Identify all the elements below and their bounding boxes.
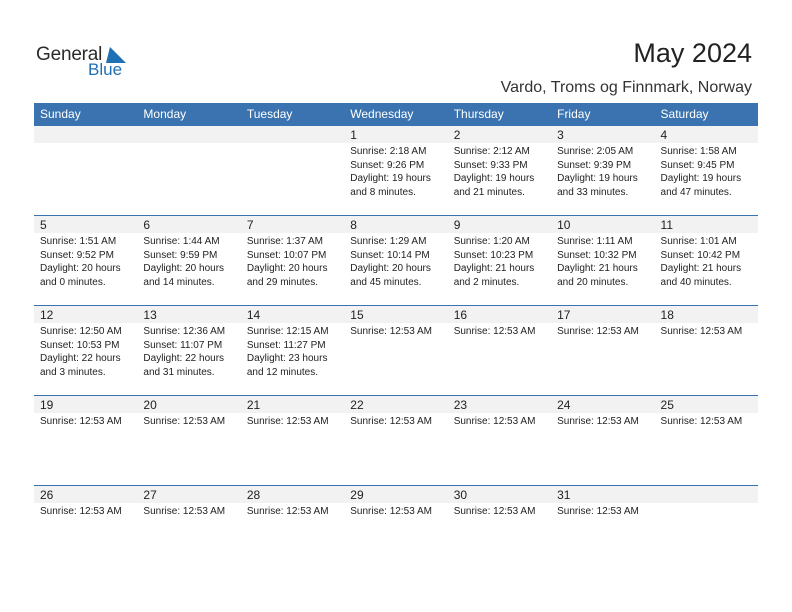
calendar-day-cell <box>448 306 551 396</box>
calendar-day-cell <box>137 396 240 486</box>
day-number: 16 <box>453 308 468 322</box>
day-sun-info: Sunrise: 2:18 AM Sunset: 9:26 PM Daylight: 19 hours and 8 minutes. <box>350 146 431 198</box>
calendar-day-cell <box>551 126 654 216</box>
day-number-band <box>344 126 447 143</box>
weekday-tuesday: Tuesday <box>246 107 293 121</box>
day-sun-info: Sunrise: 12:50 AM Sunset: 10:53 PM Daylight: 22 hours and 3 minutes. <box>40 326 122 378</box>
day-number-band <box>655 486 758 503</box>
day-number: 29 <box>350 488 364 502</box>
day-number: 28 <box>246 488 261 502</box>
day-sun-info: Sunrise: 12:53 AM <box>246 416 329 427</box>
day-number-band <box>137 126 240 143</box>
day-number: 3 <box>557 128 564 142</box>
calendar-week-row <box>34 395 758 486</box>
calendar-day-cell <box>241 216 344 306</box>
calendar-week-row <box>34 485 758 576</box>
day-number: 21 <box>246 398 261 412</box>
weekday-sunday: Sunday <box>40 107 81 121</box>
day-number: 31 <box>557 488 571 502</box>
calendar-day-cell <box>137 306 240 396</box>
calendar-day-cell <box>344 216 447 306</box>
weekday-saturday: Saturday <box>660 107 709 121</box>
day-number-band <box>655 126 758 143</box>
day-sun-info: Sunrise: 12:53 AM <box>660 326 743 337</box>
day-number: 25 <box>660 398 674 412</box>
weekday-friday: Friday <box>557 107 591 121</box>
day-number: 12 <box>40 308 54 322</box>
calendar-day-cell <box>448 486 551 576</box>
day-number-band <box>241 126 344 143</box>
day-number: 9 <box>453 218 461 232</box>
day-number: 17 <box>557 308 571 322</box>
calendar-day-cell <box>241 306 344 396</box>
day-number-band <box>448 216 551 233</box>
weekday-monday: Monday <box>143 107 187 121</box>
page-title: May 2024 <box>633 38 752 68</box>
day-sun-info: Sunrise: 12:53 AM <box>453 506 536 517</box>
day-sun-info: Sunrise: 12:53 AM <box>453 416 536 427</box>
calendar-day-cell <box>655 396 758 486</box>
calendar-day-cell <box>241 486 344 576</box>
day-number: 13 <box>143 308 157 322</box>
day-sun-info: Sunrise: 2:12 AM Sunset: 9:33 PM Daylight: 19 hours and 21 minutes. <box>453 146 535 198</box>
day-number: 14 <box>246 308 261 322</box>
day-sun-info: Sunrise: 12:15 AM Sunset: 11:27 PM Daylight: 23 hours and 12 minutes. <box>246 326 329 378</box>
calendar-week-row <box>34 125 758 216</box>
weekday-thursday: Thursday <box>453 107 504 121</box>
day-sun-info: Sunrise: 1:11 AM Sunset: 10:32 PM Daylight: 21 hours and 20 minutes. <box>557 236 638 288</box>
calendar-week-row <box>34 305 758 396</box>
day-sun-info: Sunrise: 1:29 AM Sunset: 10:14 PM Daylight: 20 hours and 45 minutes. <box>350 236 431 288</box>
day-number: 27 <box>143 488 157 502</box>
day-number: 18 <box>660 308 674 322</box>
day-sun-info: Sunrise: 12:53 AM <box>143 416 226 427</box>
calendar-day-cell <box>551 306 654 396</box>
day-number: 20 <box>143 398 157 412</box>
day-sun-info: Sunrise: 12:53 AM <box>660 416 743 427</box>
day-number: 2 <box>453 128 461 142</box>
day-sun-info: Sunrise: 12:53 AM <box>40 506 122 517</box>
day-sun-info: Sunrise: 1:51 AM Sunset: 9:52 PM Daylight: 20 hours and 0 minutes. <box>40 236 121 288</box>
day-number-band <box>137 216 240 233</box>
day-number-band <box>448 126 551 143</box>
calendar-day-cell <box>34 396 137 486</box>
day-number-band <box>241 216 344 233</box>
calendar-day-cell <box>344 486 447 576</box>
day-number-band <box>34 216 137 233</box>
day-number: 22 <box>350 398 364 412</box>
day-number: 19 <box>40 398 54 412</box>
calendar-day-cell <box>34 486 137 576</box>
weekday-header <box>34 103 758 125</box>
day-number: 5 <box>40 218 47 232</box>
calendar-day-cell <box>448 396 551 486</box>
day-number: 7 <box>246 218 254 232</box>
calendar-day-cell <box>137 126 240 216</box>
day-sun-info: Sunrise: 12:53 AM <box>350 506 432 517</box>
day-sun-info: Sunrise: 12:53 AM <box>350 416 432 427</box>
day-sun-info: Sunrise: 12:53 AM <box>557 326 639 337</box>
calendar-day-cell <box>241 126 344 216</box>
day-sun-info: Sunrise: 12:53 AM <box>40 416 122 427</box>
day-sun-info: Sunrise: 12:53 AM <box>453 326 536 337</box>
day-number: 4 <box>660 128 668 142</box>
day-number-band <box>344 216 447 233</box>
day-number: 26 <box>40 488 54 502</box>
day-sun-info: Sunrise: 1:01 AM Sunset: 10:42 PM Daylight: 21 hours and 40 minutes. <box>660 236 742 288</box>
calendar-day-cell <box>241 396 344 486</box>
calendar-day-cell <box>551 486 654 576</box>
calendar-day-cell <box>655 216 758 306</box>
day-number: 30 <box>453 488 468 502</box>
day-sun-info: Sunrise: 12:53 AM <box>143 506 226 517</box>
day-number-band <box>551 126 654 143</box>
calendar-day-cell <box>34 126 137 216</box>
calendar-day-cell <box>551 216 654 306</box>
logo-text-general: General <box>36 44 103 65</box>
calendar-day-cell <box>655 126 758 216</box>
day-number: 1 <box>350 128 357 142</box>
calendar-day-cell <box>551 396 654 486</box>
day-number: 23 <box>453 398 468 412</box>
day-number-band <box>34 126 137 143</box>
day-sun-info: Sunrise: 1:37 AM Sunset: 10:07 PM Daylight: 20 hours and 29 minutes. <box>246 236 328 288</box>
calendar-day-cell <box>344 306 447 396</box>
calendar-day-cell <box>34 306 137 396</box>
calendar-day-cell <box>137 216 240 306</box>
calendar-day-cell <box>344 126 447 216</box>
calendar-day-cell <box>655 306 758 396</box>
day-sun-info: Sunrise: 2:05 AM Sunset: 9:39 PM Daylight: 19 hours and 33 minutes. <box>557 146 638 198</box>
calendar-day-cell <box>448 216 551 306</box>
day-sun-info: Sunrise: 1:20 AM Sunset: 10:23 PM Daylight: 21 hours and 2 minutes. <box>453 236 535 288</box>
day-sun-info: Sunrise: 1:58 AM Sunset: 9:45 PM Daylight: 19 hours and 47 minutes. <box>660 146 742 198</box>
calendar-day-cell <box>34 216 137 306</box>
location-subtitle: Vardo, Troms og Finnmark, Norway <box>500 79 752 96</box>
brand-logo <box>36 44 136 80</box>
weekday-wednesday: Wednesday <box>350 107 414 121</box>
calendar-day-cell <box>655 486 758 576</box>
day-number: 15 <box>350 308 364 322</box>
day-number: 11 <box>660 218 673 232</box>
calendar-day-cell <box>448 126 551 216</box>
day-sun-info: Sunrise: 12:53 AM <box>557 506 639 517</box>
day-sun-info: Sunrise: 1:44 AM Sunset: 9:59 PM Daylight: 20 hours and 14 minutes. <box>143 236 225 288</box>
day-number: 24 <box>557 398 571 412</box>
calendar-day-cell <box>344 396 447 486</box>
calendar-week-row <box>34 215 758 306</box>
day-number: 10 <box>557 218 571 232</box>
day-number: 6 <box>143 218 151 232</box>
day-number: 8 <box>350 218 357 232</box>
day-sun-info: Sunrise: 12:53 AM <box>350 326 432 337</box>
day-sun-info: Sunrise: 12:53 AM <box>557 416 639 427</box>
day-sun-info: Sunrise: 12:53 AM <box>246 506 329 517</box>
day-sun-info: Sunrise: 12:36 AM Sunset: 11:07 PM Daylight: 22 hours and 31 minutes. <box>143 326 226 378</box>
logo-text-blue: Blue <box>88 60 123 79</box>
calendar-day-cell <box>137 486 240 576</box>
